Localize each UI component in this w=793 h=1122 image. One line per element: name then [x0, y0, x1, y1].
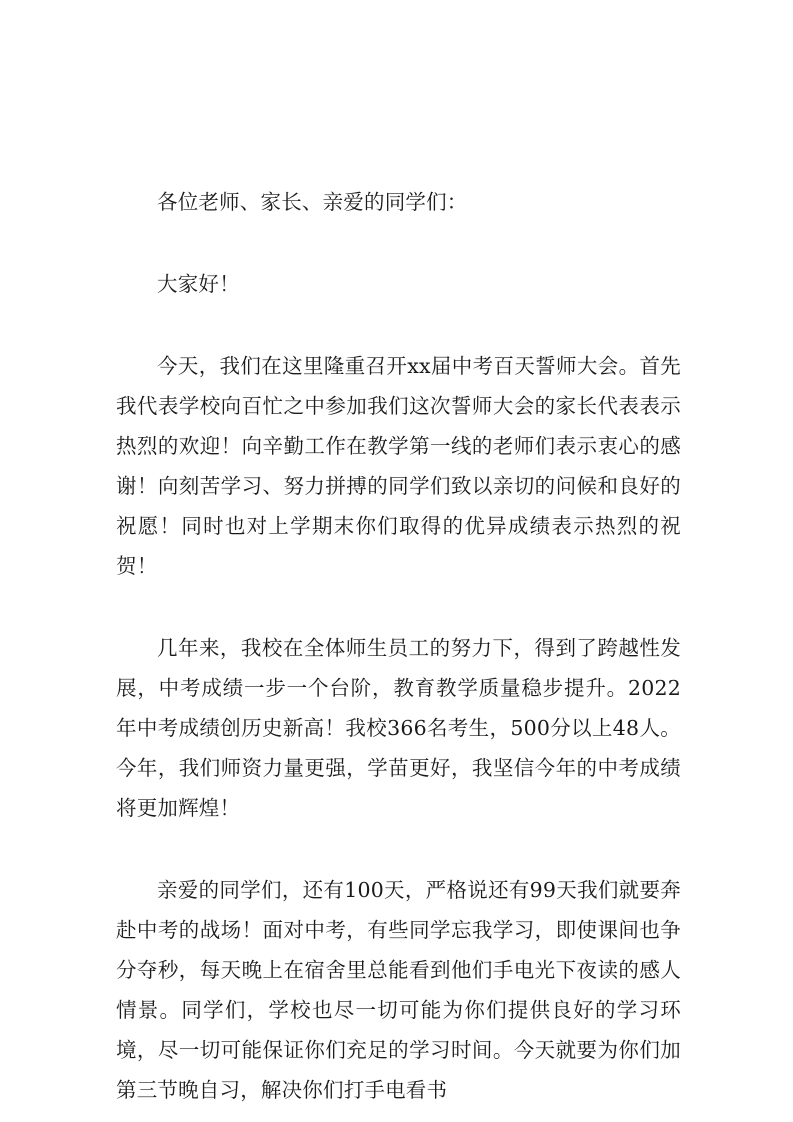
paragraph-opening: 今天，我们在这里隆重召开xx届中考百天誓师大会。首先我代表学校向百忙之中参加我们这次誓师大会的家长代表表示热烈的欢迎！向辛勤工作在教学第一线的老师们表示衷心的感谢！向刻苦学习、努力拼搏的同学们致以亲切的问候和良好的祝愿！同时也对上学期末你们取得的优异成绩表示热烈的祝贺！ — [116, 354, 681, 578]
document-page — [116, 182, 681, 1110]
greeting: 大家好！ — [157, 272, 240, 296]
paragraph-countdown: 亲爱的同学们，还有100天，严格说还有99天我们就要奔赴中考的战场！面对中考，有些同学忘我学习，即使课间也争分夺秒，每天晚上在宿舍里总能看到他们手电光下夜读的感人情景。同学们，学校也尽一切可能为你们提供良好的学习环境，尽一切可能保证你们充足的学习时间。今天就要为你们加第三节晚自习，解决你们打手电看书 — [116, 878, 681, 1102]
salutation: 各位老师、家长、亲爱的同学们： — [157, 190, 468, 214]
paragraph-achievements: 几年来，我校在全体师生员工的努力下，得到了跨越性发展，中考成绩一步一个台阶，教育教学质量稳步提升。2022年中考成绩创历史新高！我校366名考生，500分以上48人。今年，我们师资力量更强，学苗更好，我坚信今年的中考成绩将更加辉煌！ — [116, 636, 681, 820]
